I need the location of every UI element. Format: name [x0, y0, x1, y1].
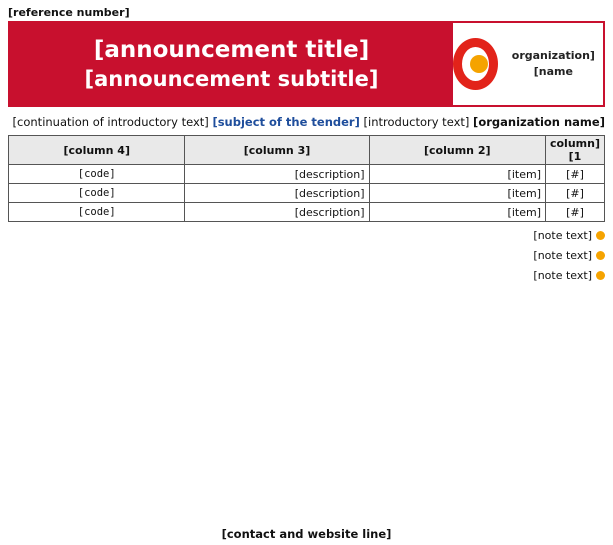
- table-header-cell: [column 3]: [185, 136, 369, 165]
- bullet-icon: [596, 271, 605, 280]
- row-code: [code]: [9, 165, 185, 184]
- note-item: [8, 227, 605, 244]
- reference-number: [reference number]: [8, 6, 130, 19]
- table-header-cell: [column 1]: [545, 136, 604, 165]
- bullet-icon: [596, 251, 605, 260]
- intro-organization: [organization name]: [473, 115, 605, 129]
- intro-paragraph: [8, 113, 605, 131]
- organization-logo-icon: [453, 38, 498, 90]
- row-description: [description]: [185, 203, 369, 222]
- banner-title-line-1: [announcement title]: [93, 37, 370, 63]
- row-description: [description]: [185, 184, 369, 203]
- table-header-cell: [column 4]: [9, 136, 185, 165]
- row-number: [#]: [545, 165, 604, 184]
- row-description: [description]: [185, 165, 369, 184]
- note-item: [8, 267, 605, 284]
- organization-name: [organization name]: [511, 48, 595, 78]
- table-header-cell: [column 2]: [369, 136, 545, 165]
- note-text: [note text]: [533, 229, 592, 243]
- table-row: [9, 203, 605, 222]
- banner-title: [10, 23, 453, 105]
- notes-section: [8, 227, 605, 284]
- banner-title-line-2: [announcement subtitle]: [84, 67, 379, 91]
- intro-topic: [subject of the tender]: [212, 115, 360, 129]
- table-header-row: [9, 136, 605, 165]
- banner: [8, 21, 605, 107]
- intro-text-2: [continuation of introductory text]: [12, 115, 209, 129]
- row-item: [item]: [369, 184, 545, 203]
- note-text: [note text]: [533, 269, 592, 283]
- row-number: [#]: [545, 184, 604, 203]
- note-text: [note text]: [533, 249, 592, 263]
- bullet-icon: [596, 231, 605, 240]
- row-item: [item]: [369, 165, 545, 184]
- row-number: [#]: [545, 203, 604, 222]
- table-row: [9, 165, 605, 184]
- intro-text-1: [introductory text]: [363, 115, 470, 129]
- packages-table: [8, 135, 605, 222]
- organization-block: [453, 23, 603, 105]
- row-code: [code]: [9, 184, 185, 203]
- row-item: [item]: [369, 203, 545, 222]
- table-row: [9, 184, 605, 203]
- footer-contact: [contact and website line]: [221, 527, 392, 541]
- row-code: [code]: [9, 203, 185, 222]
- note-item: [8, 247, 605, 264]
